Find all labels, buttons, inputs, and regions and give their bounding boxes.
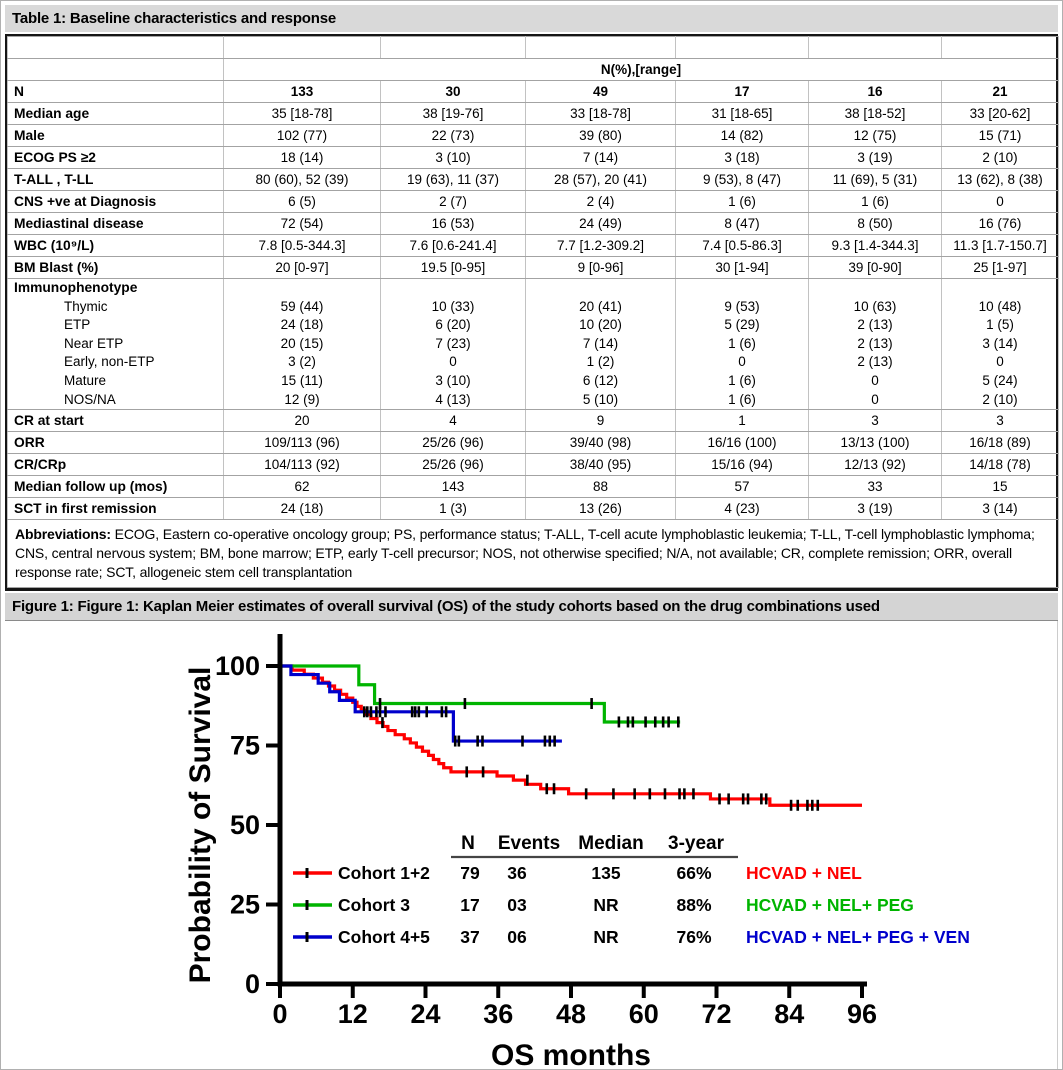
row-label: SCT in first remission (8, 498, 224, 520)
table-row (8, 213, 1059, 235)
row-value: 62 (224, 476, 381, 498)
row-value: 16 (809, 81, 942, 103)
y-tick-label: 100 (214, 651, 260, 682)
immunophenotype-sub-label: Mature (64, 372, 107, 388)
legend-header-3year: 3-year (668, 833, 724, 855)
row-label: Male (8, 125, 224, 147)
immunophenotype-value: 2 (13) (857, 354, 893, 370)
immunophenotype-sub-label: NOS/NA (64, 391, 116, 407)
table-row (8, 169, 1059, 191)
row-value: 109/113 (96) (224, 432, 381, 454)
x-tick-label: 48 (555, 999, 587, 1030)
legend-3year-cohort-1-2: 66% (676, 863, 712, 884)
row-value: 11 (69), 5 (31) (809, 169, 942, 191)
legend-n-cohort-3: 17 (460, 895, 480, 916)
row-value: 16/16 (100) (676, 432, 809, 454)
immunophenotype-value: 5 (24) (982, 372, 1018, 388)
row-value: 18 (14) (224, 147, 381, 169)
x-tick-label: 12 (337, 999, 368, 1030)
legend-header-median: Median (578, 833, 644, 855)
immunophenotype-sub-label: Early, non-ETP (64, 354, 155, 370)
row-value: 33 [18-78] (526, 103, 676, 125)
row-label: CNS +ve at Diagnosis (8, 191, 224, 213)
row-value: 14/18 (78) (942, 454, 1059, 476)
table-row (8, 498, 1059, 520)
legend-events-cohort-3: 03 (507, 895, 527, 916)
row-value: 7.7 [1.2-309.2] (526, 235, 676, 257)
row-value: 57 (676, 476, 809, 498)
table-row (8, 454, 1059, 476)
immunophenotype-value: 5 (29) (724, 317, 760, 333)
row-label: CR at start (8, 410, 224, 432)
row-value: 16 (53) (381, 213, 526, 235)
legend-regimen-cohort-4-5: HCVAD + NEL+ PEG + VEN (746, 927, 970, 948)
row-value: 15 (942, 476, 1059, 498)
row-label: ORR (8, 432, 224, 454)
x-tick-label: 72 (701, 999, 732, 1030)
table-row-spacer (8, 37, 1059, 59)
table-row (8, 125, 1059, 147)
immunophenotype-sub-label: Near ETP (64, 335, 124, 351)
table-row (8, 257, 1059, 279)
immunophenotype-value-cell (942, 279, 1059, 410)
row-value: 20 [0-97] (224, 257, 381, 279)
row-value: 4 (23) (676, 498, 809, 520)
immunophenotype-value: 9 (53) (724, 298, 760, 314)
immunophenotype-value: 10 (63) (853, 298, 897, 314)
row-value: 72 (54) (224, 213, 381, 235)
spacer-cell (942, 37, 1059, 59)
legend-regimen-cohort-3: HCVAD + NEL+ PEG (746, 895, 914, 916)
row-value: 7.8 [0.5-344.3] (224, 235, 381, 257)
row-value: 19 (63), 11 (37) (381, 169, 526, 191)
spacer-cell (381, 37, 526, 59)
immunophenotype-value: 3 (10) (435, 372, 471, 388)
x-tick-label: 96 (846, 999, 878, 1030)
row-value: 13 (26) (526, 498, 676, 520)
row-value: 7.4 [0.5-86.3] (676, 235, 809, 257)
row-value: 30 (381, 81, 526, 103)
table-row (8, 103, 1059, 125)
table1-title: Table 1: Baseline characteristics and response (12, 10, 337, 27)
legend-n-cohort-1-2: 79 (460, 863, 480, 884)
baseline-table-wrapper (5, 34, 1058, 591)
immunophenotype-value: 15 (11) (281, 372, 323, 388)
legend-label-cohort-3: Cohort 3 (338, 895, 410, 916)
table-row (8, 235, 1059, 257)
row-value: 39 (80) (526, 125, 676, 147)
immunophenotype-value: 59 (44) (280, 298, 324, 314)
group-header-empty-cell (8, 59, 224, 81)
row-value: 9 (53), 8 (47) (676, 169, 809, 191)
row-value: 2 (4) (526, 191, 676, 213)
y-tick-label: 0 (244, 969, 260, 1000)
immunophenotype-value: 20 (15) (280, 335, 324, 351)
table-row (8, 432, 1059, 454)
row-value: 2 (10) (942, 147, 1059, 169)
immunophenotype-value: 2 (10) (982, 391, 1018, 407)
row-value: 38/40 (95) (526, 454, 676, 476)
table-row-immunophenotype (8, 279, 1059, 410)
row-value: 1 (3) (381, 498, 526, 520)
immunophenotype-value: 1 (5) (986, 317, 1014, 333)
immunophenotype-value: 2 (13) (857, 335, 893, 351)
row-value: 12 (75) (809, 125, 942, 147)
table-row-abbreviations (8, 520, 1059, 588)
row-value: 80 (60), 52 (39) (224, 169, 381, 191)
row-value: 6 (5) (224, 191, 381, 213)
row-value: 104/113 (92) (224, 454, 381, 476)
immunophenotype-value: 6 (20) (435, 317, 471, 333)
immunophenotype-value: 1 (6) (728, 391, 756, 407)
row-value: 24 (49) (526, 213, 676, 235)
immunophenotype-value: 10 (33) (431, 298, 475, 314)
row-value: 13/13 (100) (809, 432, 942, 454)
row-value: 49 (526, 81, 676, 103)
row-value: 133 (224, 81, 381, 103)
row-value: 14 (82) (676, 125, 809, 147)
row-value: 28 (57), 20 (41) (526, 169, 676, 191)
row-value: 3 (19) (809, 498, 942, 520)
x-tick-label: 60 (628, 999, 659, 1030)
row-value: 9.3 [1.4-344.3] (809, 235, 942, 257)
immunophenotype-value: 4 (13) (435, 391, 471, 407)
immunophenotype-value: 7 (23) (435, 335, 471, 351)
legend-events-cohort-1-2: 36 (507, 863, 527, 884)
immunophenotype-value-cell (381, 279, 526, 410)
row-value: 7.6 [0.6-241.4] (381, 235, 526, 257)
x-tick-label: 0 (272, 999, 288, 1030)
legend-n-cohort-4-5: 37 (460, 927, 480, 948)
row-value: 25 [1-97] (942, 257, 1059, 279)
row-value: 21 (942, 81, 1059, 103)
spacer-cell (526, 37, 676, 59)
immunophenotype-label-cell (8, 279, 224, 410)
row-value: 9 (526, 410, 676, 432)
y-axis-title: Probability of Survival (184, 666, 217, 984)
row-value: 8 (50) (809, 213, 942, 235)
row-label: WBC (10⁹/L) (8, 235, 224, 257)
y-tick-label: 75 (229, 730, 260, 761)
immunophenotype-value: 0 (871, 391, 879, 407)
row-value: 3 (942, 410, 1059, 432)
immunophenotype-label: Immunophenotype (14, 280, 138, 295)
row-value: 12/13 (92) (809, 454, 942, 476)
immunophenotype-value: 0 (871, 372, 879, 388)
row-value: 8 (47) (676, 213, 809, 235)
row-value: 16/18 (89) (942, 432, 1059, 454)
row-value: 17 (676, 81, 809, 103)
table-row (8, 81, 1059, 103)
abbreviations-heading: Abbreviations: (15, 526, 111, 543)
row-value: 20 (224, 410, 381, 432)
row-value: 3 (19) (809, 147, 942, 169)
legend-median-cohort-4-5: NR (593, 927, 619, 948)
row-value: 25/26 (96) (381, 432, 526, 454)
series-cohort-1-2-curve (280, 666, 862, 805)
row-value: 3 (809, 410, 942, 432)
table-row (8, 410, 1059, 432)
row-value: 3 (10) (381, 147, 526, 169)
immunophenotype-value: 0 (738, 354, 746, 370)
immunophenotype-value: 3 (2) (288, 354, 316, 370)
row-value: 2 (7) (381, 191, 526, 213)
row-value: 4 (381, 410, 526, 432)
legend-label-cohort-4-5: Cohort 4+5 (338, 927, 430, 948)
y-tick-label: 25 (229, 889, 260, 920)
row-value: 35 [18-78] (224, 103, 381, 125)
table1-title-bar (5, 5, 1058, 32)
immunophenotype-value-cell (809, 279, 942, 410)
row-value: 39 [0-90] (809, 257, 942, 279)
table-row (8, 476, 1059, 498)
baseline-table (7, 36, 1059, 588)
legend-regimen-cohort-1-2: HCVAD + NEL (746, 863, 862, 884)
row-value: 1 (676, 410, 809, 432)
row-value: 16 (76) (942, 213, 1059, 235)
immunophenotype-value: 6 (12) (582, 372, 619, 388)
row-label: Mediastinal disease (8, 213, 224, 235)
row-label: T-ALL , T-LL (8, 169, 224, 191)
legend-header-events: Events (497, 833, 561, 855)
legend-label-cohort-1-2: Cohort 1+2 (338, 863, 430, 884)
immunophenotype-value-cell (676, 279, 809, 410)
x-tick-label: 24 (410, 999, 441, 1030)
immunophenotype-value: 1 (6) (728, 372, 756, 388)
row-label: Median age (8, 103, 224, 125)
table-row-group-header (8, 59, 1059, 81)
row-label: BM Blast (%) (8, 257, 224, 279)
row-value: 1 (6) (809, 191, 942, 213)
row-value: 0 (942, 191, 1059, 213)
immunophenotype-value-cell (224, 279, 381, 410)
row-value: 30 [1-94] (676, 257, 809, 279)
legend-events-cohort-4-5: 06 (507, 927, 527, 948)
spacer-cell (676, 37, 809, 59)
table-row (8, 191, 1059, 213)
row-label: N (8, 81, 224, 103)
immunophenotype-value: 5 (10) (582, 391, 619, 407)
immunophenotype-value: 24 (18) (280, 317, 324, 333)
y-tick-label: 50 (229, 810, 260, 841)
row-value: 3 (18) (676, 147, 809, 169)
immunophenotype-value-cell (526, 279, 676, 410)
row-value: 15/16 (94) (676, 454, 809, 476)
figure1-title-bar (5, 593, 1058, 621)
row-label: Median follow up (mos) (8, 476, 224, 498)
row-value: 24 (18) (224, 498, 381, 520)
group-header-cell: N(%),[range] (224, 59, 1059, 81)
legend-3year-cohort-3: 88% (676, 895, 712, 916)
row-value: 19.5 [0-95] (381, 257, 526, 279)
abbreviations-text: ECOG, Eastern co-operative oncology group; PS, performance status; T-ALL, T-cell acute lymphoblastic leukemia; T-LL, T-cell lymphoblastic lymphoma; CNS, central nervous system; BM, bone marrow; ETP, early T-cell precursor; NOS, not otherwise specified; N/A, not available; CR, complete remission; ORR, overall response rate; SCT, allogeneic stem cell transplantation (15, 526, 1035, 581)
row-value: 31 [18-65] (676, 103, 809, 125)
row-value: 11.3 [1.7-150.7] (942, 235, 1059, 257)
row-value: 3 (14) (942, 498, 1059, 520)
figure1-title: Figure 1: Figure 1: Kaplan Meier estimates of overall survival (OS) of the study cohorts based on the drug combinations used (12, 598, 880, 616)
legend-3year-cohort-4-5: 76% (676, 927, 712, 948)
legend-median-cohort-3: NR (593, 895, 619, 916)
row-value: 9 [0-96] (526, 257, 676, 279)
immunophenotype-value: 7 (14) (582, 335, 619, 351)
legend-header-n: N (461, 833, 475, 855)
row-value: 33 [20-62] (942, 103, 1059, 125)
immunophenotype-value: 20 (41) (579, 298, 622, 314)
immunophenotype-value: 1 (6) (728, 335, 756, 351)
table-row (8, 147, 1059, 169)
row-value: 13 (62), 8 (38) (942, 169, 1059, 191)
row-value: 15 (71) (942, 125, 1059, 147)
x-axis-title: OS months (490, 1039, 652, 1070)
immunophenotype-sub-label: Thymic (64, 298, 108, 314)
spacer-cell (809, 37, 942, 59)
row-label: ECOG PS ≥2 (8, 147, 224, 169)
immunophenotype-value: 1 (2) (586, 354, 615, 370)
row-value: 39/40 (98) (526, 432, 676, 454)
row-value: 7 (14) (526, 147, 676, 169)
immunophenotype-value: 0 (449, 354, 457, 370)
immunophenotype-value: 0 (996, 354, 1004, 370)
row-value: 1 (6) (676, 191, 809, 213)
row-value: 88 (526, 476, 676, 498)
abbreviations-cell (8, 520, 1059, 588)
row-value: 33 (809, 476, 942, 498)
x-tick-label: 36 (483, 999, 514, 1030)
immunophenotype-value: 12 (9) (284, 391, 320, 407)
row-value: 102 (77) (224, 125, 381, 147)
row-value: 38 [18-52] (809, 103, 942, 125)
x-tick-label: 84 (774, 999, 805, 1030)
immunophenotype-value: 10 (20) (579, 317, 622, 333)
km-chart (5, 621, 1060, 1070)
spacer-cell (224, 37, 381, 59)
immunophenotype-value: 2 (13) (857, 317, 893, 333)
row-value: 38 [19-76] (381, 103, 526, 125)
immunophenotype-sub-label: ETP (64, 317, 91, 333)
row-label: CR/CRp (8, 454, 224, 476)
spacer-cell (8, 37, 224, 59)
row-value: 22 (73) (381, 125, 526, 147)
row-value: 25/26 (96) (381, 454, 526, 476)
immunophenotype-value: 10 (48) (978, 298, 1022, 314)
immunophenotype-value: 3 (14) (982, 335, 1018, 351)
row-value: 143 (381, 476, 526, 498)
km-figure (5, 621, 1058, 1070)
legend-median-cohort-1-2: 135 (591, 863, 621, 884)
